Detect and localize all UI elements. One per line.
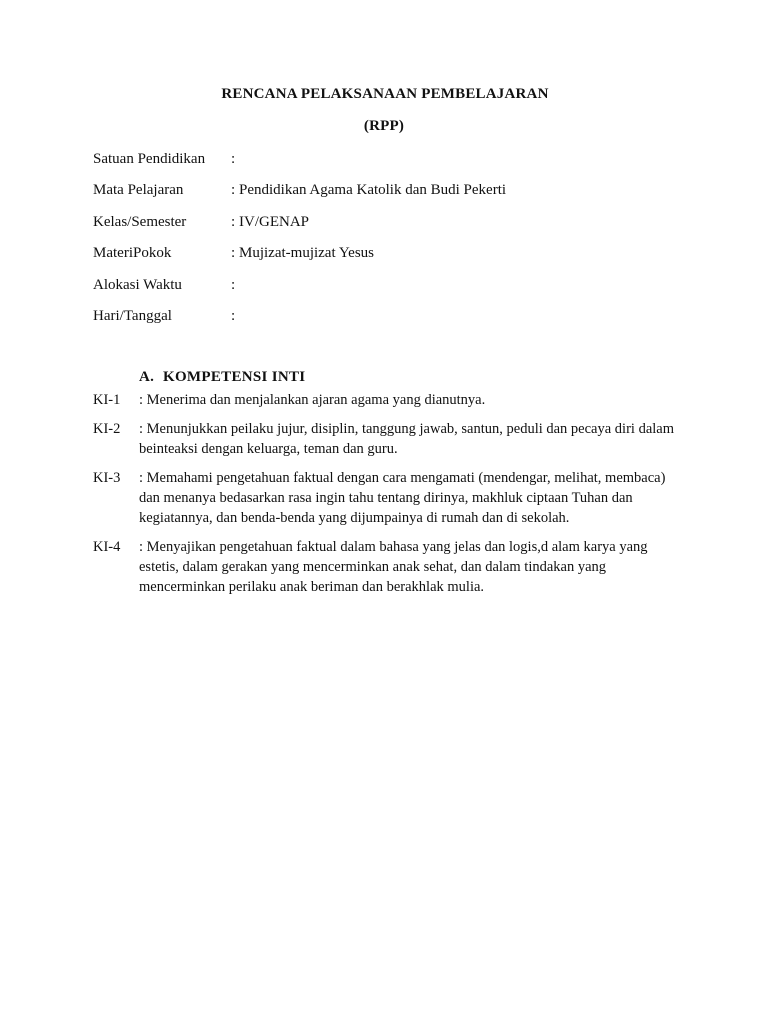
meta-label: Mata Pelajaran [93, 182, 184, 199]
meta-value [239, 150, 713, 181]
ki-item-4 [93, 537, 683, 597]
meta-label: MateriPokok [93, 245, 172, 262]
ki-code: KI-4 [93, 539, 121, 555]
meta-colon: : [231, 213, 236, 230]
meta-colon: : [231, 307, 236, 324]
meta-label: Alokasi Waktu [93, 276, 182, 293]
meta-row-materi-pokok [93, 244, 713, 275]
ki-item-2 [93, 419, 683, 459]
ki-code: KI-3 [93, 470, 121, 486]
meta-row-mata-pelajaran [93, 181, 713, 212]
section-letter: A. [139, 369, 155, 385]
meta-colon: : [231, 151, 236, 167]
meta-colon: : [231, 245, 236, 262]
meta-row-alokasi-waktu [93, 276, 713, 307]
ki-text: : Memahami pengetahuan faktual dengan cara mengamati (mendengar, melihat, membaca) dan menanya bedasarkan rasa ingin tahu tentang dirinya, makhluk ciptaan Tuhan dan kegiatannya, dan benda-benda yang dijumpainya di rumah dan di sekolah. [139, 470, 666, 526]
meta-colon: : [231, 182, 236, 199]
ki-item-1 [93, 390, 683, 410]
meta-value: Pendidikan Agama Katolik dan Budi Pekerti [239, 182, 507, 199]
meta-value: Mujizat-mujizat Yesus [239, 245, 374, 262]
meta-row-kelas-semester [93, 213, 713, 244]
kompetensi-inti-list [93, 390, 683, 606]
meta-value: IV/GENAP [239, 213, 309, 230]
meta-value [239, 307, 713, 338]
meta-row-hari-tanggal [93, 307, 713, 338]
meta-label: Hari/Tanggal [93, 307, 172, 324]
meta-row-satuan-pendidikan [93, 150, 713, 181]
ki-text: : Menyajikan pengetahuan faktual dalam bahasa yang jelas dan logis,d alam karya yang estetis, dalam gerakan yang mencerminkan anak sehat, dan dalam tindakan yang mencerminkan perilaku anak beriman dan berakhlak mulia. [139, 539, 648, 595]
meta-colon: : [231, 276, 236, 293]
ki-code: KI-1 [93, 392, 121, 408]
meta-value [239, 276, 713, 307]
ki-text: : Menunjukkan peilaku jujur, disiplin, tanggung jawab, santun, peduli dan pecaya diri dalam beinteaksi dengan keluarga, teman dan guru. [139, 421, 674, 457]
meta-label: Satuan Pendidikan [93, 151, 206, 167]
identity-block [93, 150, 713, 338]
section-title: KOMPETENSI INTI [163, 369, 306, 385]
document-title: RENCANA PELAKSANAAN PEMBELAJARAN [221, 86, 549, 102]
ki-text: : Menerima dan menjalankan ajaran agama yang dianutnya. [139, 392, 486, 408]
meta-label: Kelas/Semester [93, 213, 187, 230]
ki-code: KI-2 [93, 421, 121, 437]
ki-item-3 [93, 468, 683, 528]
section-heading-kompetensi-inti [139, 369, 305, 386]
document-subtitle: (RPP) [363, 118, 405, 134]
